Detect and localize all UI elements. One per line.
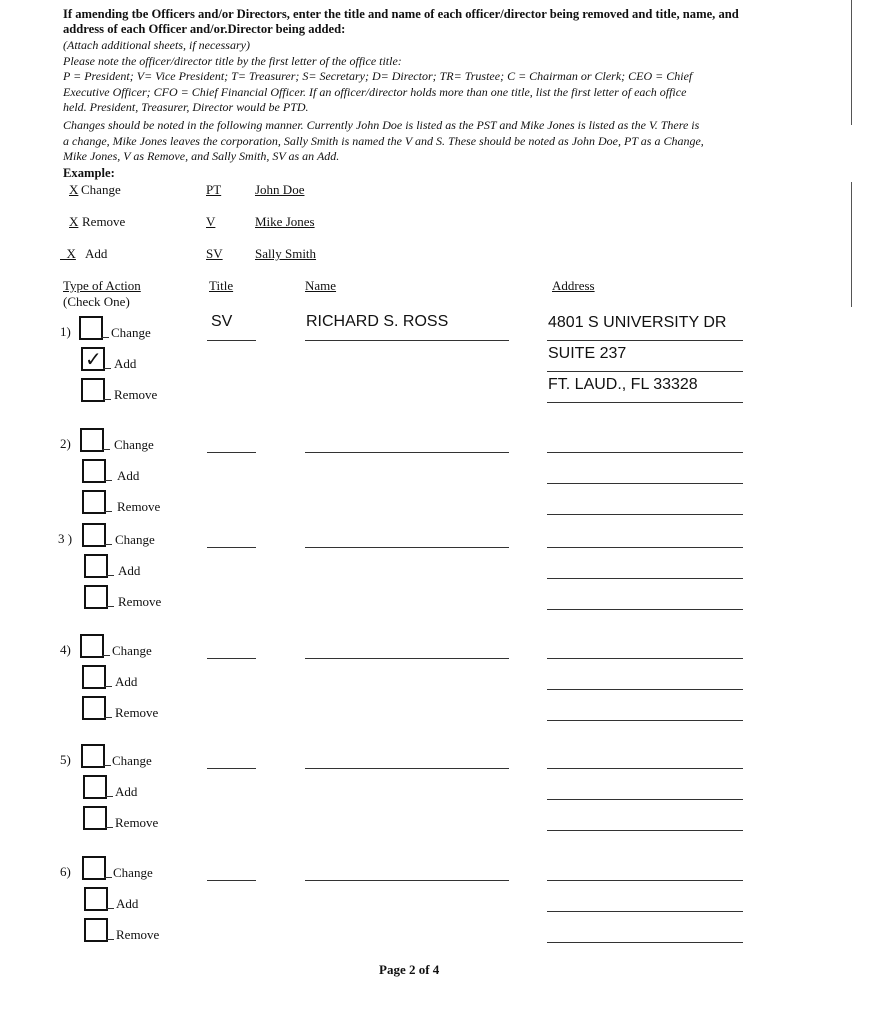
option-add-label: Add xyxy=(115,674,138,689)
entry-number: 6) xyxy=(60,864,71,879)
title-line xyxy=(207,547,256,548)
blank-underline xyxy=(103,368,111,369)
entry-address-2[interactable]: SUITE 237 xyxy=(548,345,627,362)
address-line xyxy=(547,547,743,548)
blank-underline xyxy=(104,717,112,718)
codes-line-1: P = President; V= Vice President; T= Treasurer; S= Secretary; D= Director; TR= Trustee; C = Chairman or Clerk; CEO = Chief xyxy=(63,69,693,83)
option-add-label: Add xyxy=(115,784,138,799)
blank-underline xyxy=(102,449,110,450)
column-type-of-action: Type of Action xyxy=(63,278,141,293)
option-remove-label: Remove xyxy=(115,815,159,830)
address-line xyxy=(547,452,743,453)
title-line xyxy=(207,340,256,341)
title-note: Please note the officer/director title by the first letter of the office title: xyxy=(63,54,402,68)
checkbox-change[interactable] xyxy=(80,634,104,658)
example-mark-3: X xyxy=(66,246,76,261)
example-title-2: V xyxy=(206,214,216,229)
checkbox-change[interactable] xyxy=(82,856,106,880)
address-line xyxy=(547,942,743,943)
blank-underline xyxy=(104,511,112,512)
checkbox-remove[interactable] xyxy=(83,806,107,830)
blank-underline xyxy=(104,877,112,878)
checkbox-add[interactable] xyxy=(83,775,107,799)
entry-number: 2) xyxy=(60,436,71,451)
codes-line-3: held. President, Treasurer, Director would be PTD. xyxy=(63,100,309,114)
blank-underline xyxy=(101,337,109,338)
address-line xyxy=(547,514,743,515)
example-heading: Example: xyxy=(63,166,115,180)
address-line xyxy=(547,768,743,769)
entry-number: 4) xyxy=(60,642,71,657)
entry-address-1[interactable]: 4801 S UNIVERSITY DR xyxy=(548,314,727,331)
entry-number: 1) xyxy=(60,324,71,339)
option-add-label: Add xyxy=(118,563,141,578)
page-number: Page 2 of 4 xyxy=(379,962,440,977)
example-action-3: Add xyxy=(85,246,108,261)
address-line xyxy=(547,658,743,659)
option-change-label: Change xyxy=(115,532,155,547)
example-name-3: Sally Smith xyxy=(255,246,317,261)
checkbox-add[interactable] xyxy=(84,554,108,578)
example-title-3: SV xyxy=(206,246,223,261)
check-mark-icon: ✓ xyxy=(85,347,102,371)
address-line xyxy=(547,483,743,484)
blank-underline xyxy=(102,655,110,656)
entry-title[interactable]: SV xyxy=(211,313,233,330)
title-line xyxy=(207,768,256,769)
name-line xyxy=(305,880,509,881)
entry-name[interactable]: RICHARD S. ROSS xyxy=(306,313,449,330)
changes-line-2: a change, Mike Jones leaves the corporation, Sally Smith is named the V and S. These should be noted as John Doe, PT as a Change, xyxy=(63,134,704,148)
attach-note: (Attach additional sheets, if necessary) xyxy=(63,38,250,52)
example-name-1: John Doe xyxy=(255,182,305,197)
option-change-label: Change xyxy=(114,437,154,452)
checkbox-change[interactable] xyxy=(82,523,106,547)
column-check-one: (Check One) xyxy=(63,294,130,309)
example-mark-2: X xyxy=(69,214,79,229)
column-address: Address xyxy=(552,278,595,293)
changes-line-3: Mike Jones, V as Remove, and Sally Smith, SV as an Add. xyxy=(63,149,340,163)
checkbox-remove[interactable] xyxy=(82,490,106,514)
address-line xyxy=(547,880,743,881)
column-title: Title xyxy=(209,278,234,293)
address-line xyxy=(547,911,743,912)
blank-underline xyxy=(105,827,113,828)
example-action-1: Change xyxy=(81,182,121,197)
codes-line-2: Executive Officer; CFO = Chief Financial Officer. If an officer/director holds more than one title, list the first letter of each office xyxy=(63,85,687,99)
address-line xyxy=(547,371,743,372)
option-change-label: Change xyxy=(112,643,152,658)
blank-underline xyxy=(104,544,112,545)
option-change-label: Change xyxy=(112,753,152,768)
option-remove-label: Remove xyxy=(114,387,158,402)
name-line xyxy=(305,452,509,453)
option-add-label: Add xyxy=(116,896,139,911)
title-line xyxy=(207,880,256,881)
address-line xyxy=(547,578,743,579)
checkbox-remove[interactable] xyxy=(84,585,108,609)
scan-edge-mark xyxy=(851,0,852,125)
checkbox-change[interactable] xyxy=(80,428,104,452)
blank-underline xyxy=(105,796,113,797)
blank-underline xyxy=(104,686,112,687)
blank-underline xyxy=(106,606,114,607)
example-mark-1: X xyxy=(69,182,79,197)
name-line xyxy=(305,340,509,341)
checkbox-add[interactable] xyxy=(82,665,106,689)
option-remove-label: Remove xyxy=(115,705,159,720)
address-line xyxy=(547,340,743,341)
address-line xyxy=(547,830,743,831)
blank-underline xyxy=(103,765,111,766)
example-name-2: Mike Jones xyxy=(255,214,315,229)
address-line xyxy=(547,402,743,403)
example-title-1: PT xyxy=(206,182,222,197)
address-line xyxy=(547,609,743,610)
changes-line-1: Changes should be noted in the following manner. Currently John Doe is listed as the PST and Mike Jones is listed as the V. There is xyxy=(63,118,700,132)
address-line xyxy=(547,799,743,800)
entry-number: 5) xyxy=(60,752,71,767)
option-remove-label: Remove xyxy=(117,499,161,514)
name-line xyxy=(305,658,509,659)
option-add-label: Add xyxy=(114,356,137,371)
checkbox-change[interactable] xyxy=(79,316,103,340)
option-remove-label: Remove xyxy=(118,594,162,609)
checkbox-add[interactable] xyxy=(81,347,105,371)
option-remove-label: Remove xyxy=(116,927,160,942)
scan-edge-mark xyxy=(851,182,852,307)
title-line xyxy=(207,658,256,659)
option-add-label: Add xyxy=(117,468,140,483)
entry-address-3[interactable]: FT. LAUD., FL 33328 xyxy=(548,376,698,393)
header-line-2: address of each Officer and/or.Director being added: xyxy=(63,22,346,36)
name-line xyxy=(305,547,509,548)
column-name: Name xyxy=(305,278,337,293)
blank-underline xyxy=(106,908,114,909)
checkbox-remove[interactable] xyxy=(84,918,108,942)
checkbox-add[interactable] xyxy=(84,887,108,911)
blank-underline xyxy=(106,575,114,576)
option-change-label: Change xyxy=(113,865,153,880)
title-line xyxy=(207,452,256,453)
address-line xyxy=(547,689,743,690)
example-action-2: Remove xyxy=(82,214,126,229)
checkbox-add[interactable] xyxy=(82,459,106,483)
address-line xyxy=(547,720,743,721)
checkbox-remove[interactable] xyxy=(81,378,105,402)
name-line xyxy=(305,768,509,769)
entry-number: 3 ) xyxy=(58,531,73,546)
checkbox-change[interactable] xyxy=(81,744,105,768)
checkbox-remove[interactable] xyxy=(82,696,106,720)
header-line-1: If amending tbe Officers and/or Directors, enter the title and name of each officer/director being removed and title, name, and xyxy=(63,7,739,21)
blank-underline xyxy=(103,399,111,400)
blank-underline xyxy=(106,939,114,940)
option-change-label: Change xyxy=(111,325,151,340)
blank-underline xyxy=(104,480,112,481)
